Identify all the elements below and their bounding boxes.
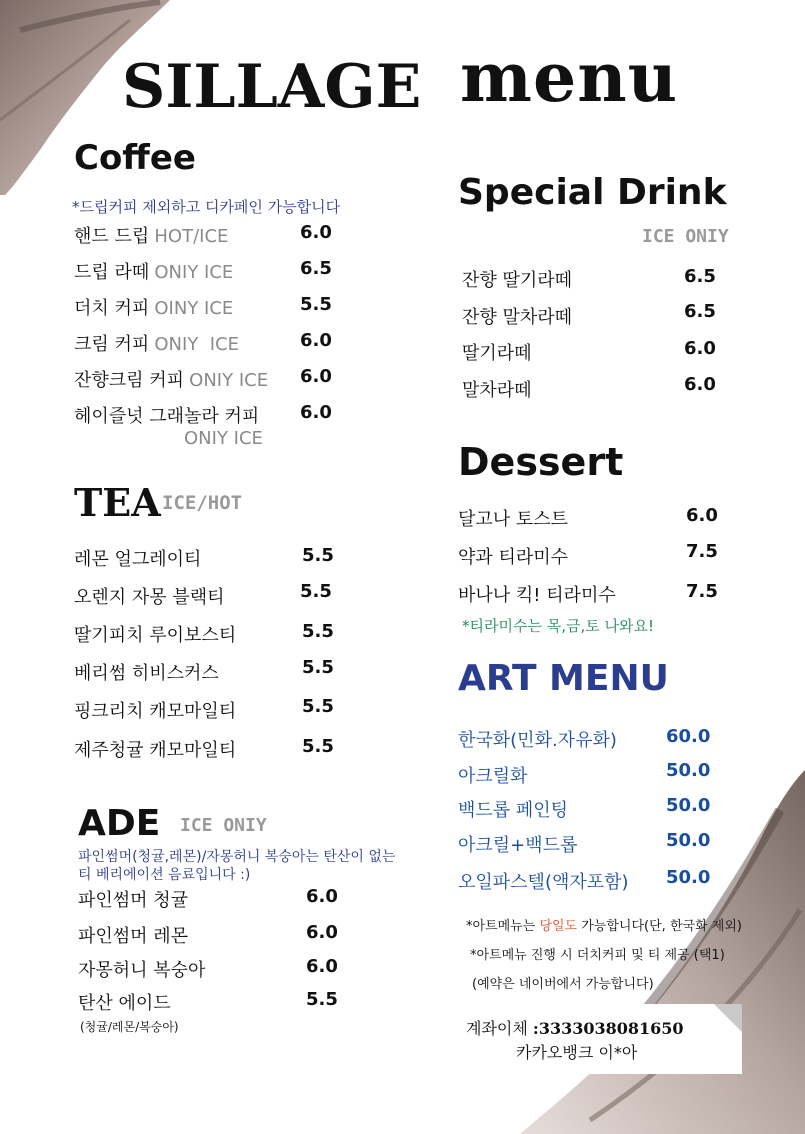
item-price: 5.5: [300, 294, 332, 315]
item-price: 6.0: [306, 922, 338, 943]
payment-line1: [466, 1016, 684, 1039]
item-sub: ONIY ICE: [184, 428, 263, 449]
item-price: 5.5: [306, 989, 338, 1010]
coffee-heading: Coffee: [74, 138, 196, 178]
art-note-emphasis: 당일도: [539, 919, 578, 934]
payment-bank: 카카오뱅크 이*아: [516, 1043, 638, 1062]
item-price: 5.5: [302, 736, 334, 757]
item-price: 6.5: [684, 266, 716, 287]
menu-title: menu: [460, 38, 679, 118]
item-price: 6.0: [306, 886, 338, 907]
coffee-note: *드립커피 제외하고 디카페인 가능합니다: [72, 198, 341, 216]
art-heading: ART MENU: [458, 658, 669, 699]
list-item: [74, 222, 228, 248]
list-item: 바나나 킥! 티라미수: [458, 585, 616, 606]
dessert-note: *티라미수는 목,금,토 나와요!: [462, 617, 654, 635]
item-price: 50.0: [666, 760, 711, 781]
list-item: 잔향 말차라떼: [462, 307, 573, 328]
art-note-post: 가능합니다(단, 한국화 제외): [577, 919, 742, 934]
item-price: 6.5: [684, 301, 716, 322]
list-item: 한국화(민화.자유화): [458, 730, 617, 751]
item-name: 크림 커피: [74, 334, 150, 355]
list-item: [74, 294, 233, 320]
list-item: [74, 330, 239, 356]
item-sub: OINY ICE: [154, 298, 234, 319]
art-note-pre: *아트메뉴는: [466, 919, 540, 934]
item-name: 드립 라떼: [74, 262, 150, 283]
item-price: 50.0: [666, 830, 711, 851]
list-item: [74, 402, 259, 428]
list-item: 백드롭 페인팅: [458, 800, 569, 821]
item-price: 6.0: [300, 222, 332, 243]
item-price: 5.5: [300, 581, 332, 602]
special-heading: Special Drink: [458, 172, 727, 213]
list-item: 아크릴화: [458, 766, 528, 787]
item-name: 헤이즐넛 그래놀라 커피: [74, 406, 260, 427]
item-sub: ONIY ICE: [189, 370, 269, 391]
item-name: 잔향크림 커피: [74, 370, 185, 391]
dessert-heading: Dessert: [458, 440, 624, 484]
list-item: 오일파스텔(액자포함): [458, 872, 629, 893]
list-item: 레몬 얼그레이티: [74, 549, 202, 570]
list-item: 베리썸 히비스커스: [74, 663, 219, 684]
list-item: 제주청귤 캐모마일티: [74, 740, 237, 761]
list-item: 탄산 에이드: [78, 993, 171, 1014]
list-item: 딸기라떼: [462, 343, 532, 364]
item-price: 6.0: [300, 366, 332, 387]
item-price: 50.0: [666, 795, 711, 816]
list-item: 잔향 딸기라떼: [462, 270, 573, 291]
item-price: 6.0: [300, 402, 332, 423]
item-price: 7.5: [686, 581, 718, 602]
item-name: 핸드 드립: [74, 226, 150, 247]
item-sub: ONIY ICE: [154, 334, 240, 355]
item-price: 5.5: [302, 696, 334, 717]
list-item: 핑크리치 캐모마일티: [74, 701, 237, 722]
item-price: 6.0: [684, 374, 716, 395]
list-item: [74, 258, 233, 284]
item-price: 6.0: [684, 338, 716, 359]
special-tag: ICE ONIY: [642, 226, 729, 247]
item-price: 60.0: [666, 726, 711, 747]
ade-tag: ICE ONIY: [180, 815, 267, 836]
item-sub: HOT/ICE: [154, 226, 229, 247]
list-item: 약과 티라미수: [458, 547, 569, 568]
item-price: 6.0: [306, 956, 338, 977]
ade-note-line2: 티 베리에이션 음료입니다 :): [78, 867, 251, 883]
item-price: 5.5: [302, 621, 334, 642]
list-item: 오렌지 자몽 블랙티: [74, 587, 225, 608]
list-item: 말차라떼: [462, 380, 532, 401]
art-note-sameday: [466, 915, 742, 934]
item-price: 6.5: [300, 258, 332, 279]
item-price: 5.5: [302, 545, 334, 566]
payment-label: 계좌이체: [466, 1019, 528, 1038]
item-price: 5.5: [302, 657, 334, 678]
ade-footnote: (청귤/레몬/복숭아): [80, 1020, 179, 1034]
list-item: 자몽허니 복숭아: [78, 960, 206, 981]
list-item: [74, 366, 268, 392]
item-sub: ONIY ICE: [154, 262, 234, 283]
list-item: 딸기피치 루이보스티: [74, 625, 237, 646]
payment-account: :3333038081650: [532, 1019, 684, 1038]
list-item: 파인썸머 청귤: [78, 890, 189, 911]
ade-heading: ADE: [78, 803, 161, 844]
tea-tag: ICE/HOT: [162, 492, 243, 514]
tea-heading: TEA: [74, 480, 161, 525]
ade-note-line1: 파인썸머(청귤,레몬)/자몽허니 복숭아는 탄산이 없는: [78, 849, 396, 865]
item-price: 6.0: [300, 330, 332, 351]
art-note-drink: *아트메뉴 진행 시 더치커피 및 티 제공 (택1): [470, 948, 725, 963]
item-price: 6.0: [686, 505, 718, 526]
item-price: 7.5: [686, 541, 718, 562]
brand-title: SILLAGE: [122, 52, 422, 122]
list-item: 달고나 토스트: [458, 509, 569, 530]
art-note-reservation: (예약은 네이버에서 가능합니다): [472, 977, 654, 992]
payment-box: [456, 1004, 742, 1074]
payment-corner-fold: [714, 1004, 742, 1032]
list-item: 아크릴+백드롭: [458, 835, 578, 856]
item-name: 더치 커피: [74, 298, 150, 319]
list-item: 파인썸머 레몬: [78, 926, 189, 947]
item-price: 50.0: [666, 867, 711, 888]
